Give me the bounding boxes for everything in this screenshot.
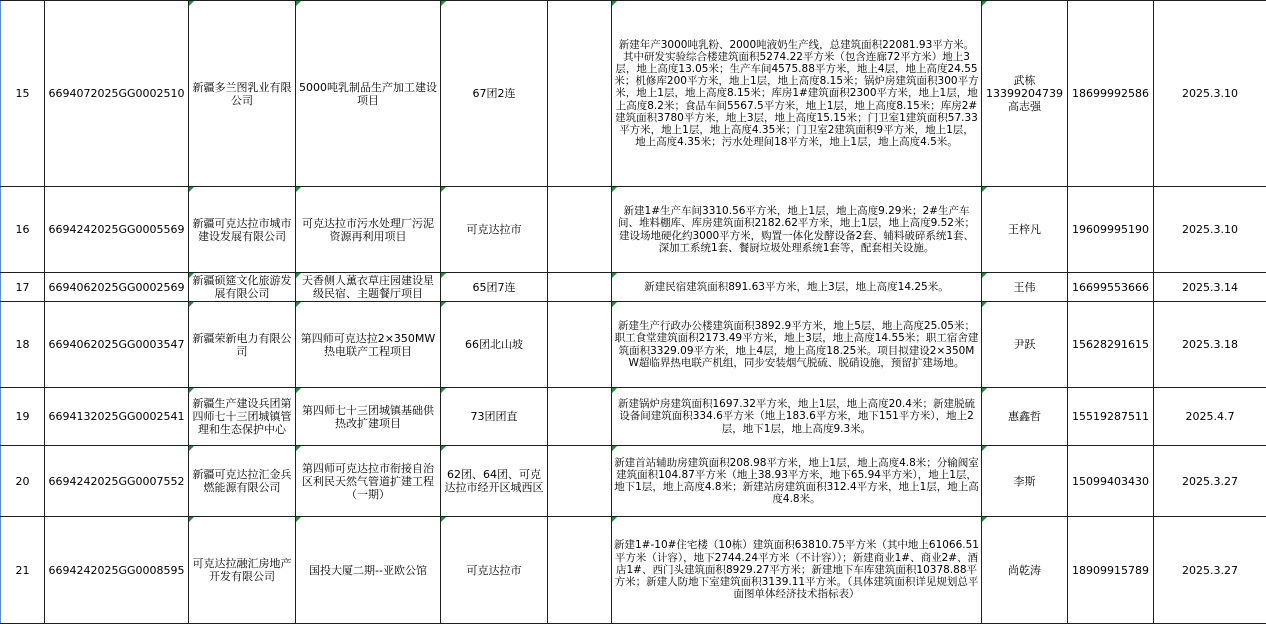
phone-number[interactable]: 15099403430 — [1068, 446, 1154, 517]
construction-description[interactable] — [612, 388, 982, 446]
table-row — [1, 187, 1266, 273]
construction-description[interactable] — [612, 302, 982, 388]
description-text: 新建1#-10#住宅楼（10栋）建筑面积63810.75平方米（其中地上61066.51平方米（计容），地下2744.24平方米（不计容））；新建商业1#、商业2#、酒店1#、西门头建筑面积8929.27平方米；新建地下车库建筑面积10378.88平方米；新建人防地下室建筑面积3139.11平方米。（具体建筑面积详见规划总平面图单体经济技术指标表） — [614, 539, 979, 600]
project-text: 第四师七十三团城镇基础供热改扩建项目 — [302, 404, 434, 430]
phone-number[interactable]: 16699553666 — [1068, 273, 1154, 302]
registration-code[interactable]: 6694242025GG0005569 — [45, 187, 189, 273]
contact-line: 惠鑫哲 — [985, 410, 1064, 423]
project-text: 第四师可克达拉2×350MW热电联产工程项目 — [301, 332, 436, 358]
approval-date[interactable]: 2025.3.27 — [1154, 517, 1266, 624]
company-name[interactable] — [189, 302, 296, 388]
company-text: 新疆荣新电力有限公司 — [193, 332, 292, 358]
registration-code[interactable]: 6694062025GG0003547 — [45, 302, 189, 388]
row-index[interactable]: 18 — [1, 302, 45, 388]
table-row — [1, 517, 1266, 624]
table-row — [1, 446, 1266, 517]
contact-line: 13399204739 — [985, 87, 1064, 100]
registration-code[interactable]: 6694072025GG0002510 — [45, 1, 189, 187]
location-text: 65团7连 — [473, 281, 516, 294]
location-text: 73团团直 — [471, 410, 518, 423]
project-name[interactable] — [296, 517, 441, 624]
approval-date[interactable]: 2025.3.18 — [1154, 302, 1266, 388]
description-text: 新建民宿建筑面积891.63平方米，地上3层，地上高度14.25米。 — [614, 281, 979, 293]
project-text: 5000吨乳制品生产加工建设项目 — [299, 81, 437, 107]
contact-person[interactable] — [982, 517, 1068, 624]
contact-line: 高志强 — [985, 100, 1064, 113]
approval-date[interactable]: 2025.4.7 — [1154, 388, 1266, 446]
empty-cell[interactable] — [548, 187, 612, 273]
project-location[interactable] — [441, 446, 548, 517]
construction-description[interactable] — [612, 187, 982, 273]
contact-line: 尚乾涛 — [985, 564, 1064, 577]
phone-number[interactable]: 18909915789 — [1068, 517, 1154, 624]
empty-cell[interactable] — [548, 302, 612, 388]
location-text: 可克达拉市 — [467, 223, 522, 236]
contact-line: 王梓凡 — [985, 223, 1064, 236]
row-index[interactable]: 16 — [1, 187, 45, 273]
row-index[interactable]: 15 — [1, 1, 45, 187]
contact-person[interactable] — [982, 1, 1068, 187]
approval-date[interactable]: 2025.3.14 — [1154, 273, 1266, 302]
construction-description[interactable] — [612, 273, 982, 302]
row-index[interactable]: 19 — [1, 388, 45, 446]
project-name[interactable] — [296, 187, 441, 273]
table-row — [1, 388, 1266, 446]
contact-line: 王伟 — [985, 281, 1064, 294]
construction-description[interactable] — [612, 517, 982, 624]
table-row — [1, 302, 1266, 388]
company-text: 新疆硕筵文化旅游发展有限公司 — [192, 274, 292, 300]
approval-date[interactable]: 2025.3.10 — [1154, 187, 1266, 273]
project-location[interactable] — [441, 187, 548, 273]
location-text: 62团、64团、可克达拉市经开区城西区 — [445, 468, 544, 494]
project-text: 第四师可克达拉市衔接自治区利民天然气管道扩建工程（一期） — [302, 462, 434, 501]
contact-person[interactable] — [982, 273, 1068, 302]
project-text: 可克达拉市污水处理厂污泥资源再利用项目 — [302, 217, 434, 243]
registration-code[interactable]: 6694132025GG0002541 — [45, 388, 189, 446]
empty-cell[interactable] — [548, 517, 612, 624]
company-text: 新疆可克达拉市城市建设发展有限公司 — [193, 217, 292, 243]
row-index[interactable]: 21 — [1, 517, 45, 624]
phone-number[interactable]: 15628291615 — [1068, 302, 1154, 388]
company-name[interactable] — [189, 273, 296, 302]
table-row — [1, 273, 1266, 302]
contact-person[interactable] — [982, 187, 1068, 273]
contact-line: 武栋 — [985, 74, 1064, 87]
registration-code[interactable]: 6694242025GG0007552 — [45, 446, 189, 517]
company-text: 可克达拉融汇房地产开发有限公司 — [193, 557, 292, 583]
description-text: 新建首站辅助房建筑面积208.98平方米，地上1层，地上高度4.8米；分输阀室建筑面积104.87平方米（地上38.93平方米，地下65.94平方米），地上1层，地下1层，地上高度4.8米；新建站房建筑面积312.4平方米，地上1层，地上高度4.8米。 — [614, 457, 979, 506]
description-text: 新建生产行政办公楼建筑面积3892.9平方米，地上5层，地上高度25.05米；职工食堂建筑面积2173.49平方米，地上3层，地上高度14.55米；职工宿舍建筑面积3329.09平方米，地上4层，地上高度18.25米。项目拟建设2×350MW超临界热电联产机组，同步安装烟气脱硫、脱硝设施，预留扩建场地。 — [614, 320, 979, 369]
company-text: 新疆可克达拉汇金兵燃能源有限公司 — [193, 468, 292, 494]
project-name[interactable] — [296, 1, 441, 187]
location-text: 67团2连 — [473, 87, 516, 100]
project-location[interactable] — [441, 388, 548, 446]
project-location[interactable] — [441, 302, 548, 388]
project-text: 天香侧人薰衣草庄园建设星级民宿、主题餐厅项目 — [299, 274, 437, 300]
registration-code[interactable]: 6694242025GG0008595 — [45, 517, 189, 624]
construction-description[interactable] — [612, 1, 982, 187]
phone-number[interactable]: 18699992586 — [1068, 1, 1154, 187]
company-name[interactable] — [189, 1, 296, 187]
description-text: 新建年产3000吨乳粉、2000吨液奶生产线，总建筑面积22081.93平方米。其中研发实验综合楼建筑面积5274.22平方米（包含连廊72平方米）地上3层，地上高度13.05米；生产车间4575.88平方米，地上4层，地上高度24.55米；机修库200平方米，地上1层，地上高度8.15米；锅炉房建筑面积300平方米，地上1层，地上高度8.15米；库房1#建筑面积2300平方米，地上1层，地上高度8.2米；食品车间5567.5平方米，地上1层，地上高度8.15米；库房2#建筑面积3780平方米，地上3层，地上高度15.15米；门卫室1建筑面积57.33平方米，地上1层，地上高度4.35米；门卫室2建筑面积9平方米，地上1层，地上高度4.35米；污水处理间18平方米，地上1层，地上高度4.5米。 — [614, 39, 979, 149]
company-name[interactable] — [189, 187, 296, 273]
project-name[interactable] — [296, 273, 441, 302]
project-location[interactable] — [441, 273, 548, 302]
company-text: 新疆多兰图乳业有限公司 — [193, 81, 292, 107]
project-text: 国投大厦二期--亚欧公馆 — [309, 564, 427, 577]
contact-person[interactable] — [982, 388, 1068, 446]
company-name[interactable] — [189, 388, 296, 446]
row-index[interactable]: 17 — [1, 273, 45, 302]
company-name[interactable] — [189, 446, 296, 517]
project-name[interactable] — [296, 302, 441, 388]
project-name[interactable] — [296, 388, 441, 446]
approval-date[interactable]: 2025.3.27 — [1154, 446, 1266, 517]
approval-date[interactable]: 2025.3.10 — [1154, 1, 1266, 187]
empty-cell[interactable] — [548, 446, 612, 517]
contact-person[interactable] — [982, 446, 1068, 517]
description-text: 新建1#生产车间3310.56平方米，地上1层，地上高度9.29米；2#生产车间、堆料棚库、库房建筑面积2182.62平方米，地上1层，地上高度9.52米；建设场地硬化约3000平方米，购置一体化发酵设备2套、辅料破碎系统1套、深加工系统1套、餐厨垃圾处理系统1套等，配套相关设施。 — [614, 205, 979, 254]
contact-line: 李斯 — [985, 475, 1064, 488]
contact-person[interactable] — [982, 302, 1068, 388]
location-text: 可克达拉市 — [467, 564, 522, 577]
empty-cell[interactable] — [548, 1, 612, 187]
registration-code[interactable]: 6694062025GG0002569 — [45, 273, 189, 302]
project-location[interactable] — [441, 517, 548, 624]
project-name[interactable] — [296, 446, 441, 517]
description-text: 新建锅炉房建筑面积1697.32平方米，地上1层，地上高度20.4米；新建脱硫设备间建筑面积334.6平方米（地上183.6平方米，地下151平方米），地上2层，地下1层，地上高度9.3米。 — [614, 398, 979, 435]
phone-number[interactable]: 15519287511 — [1068, 388, 1154, 446]
table-row — [1, 1, 1266, 187]
row-index[interactable]: 20 — [1, 446, 45, 517]
project-location[interactable] — [441, 1, 548, 187]
company-text: 新疆生产建设兵团第四师七十三团城镇管理和生态保护中心 — [192, 397, 292, 436]
empty-cell[interactable] — [548, 273, 612, 302]
empty-cell[interactable] — [548, 388, 612, 446]
company-name[interactable] — [189, 517, 296, 624]
phone-number[interactable]: 19609995190 — [1068, 187, 1154, 273]
contact-line: 尹跃 — [985, 338, 1064, 351]
construction-description[interactable] — [612, 446, 982, 517]
location-text: 66团北山坡 — [465, 338, 523, 351]
